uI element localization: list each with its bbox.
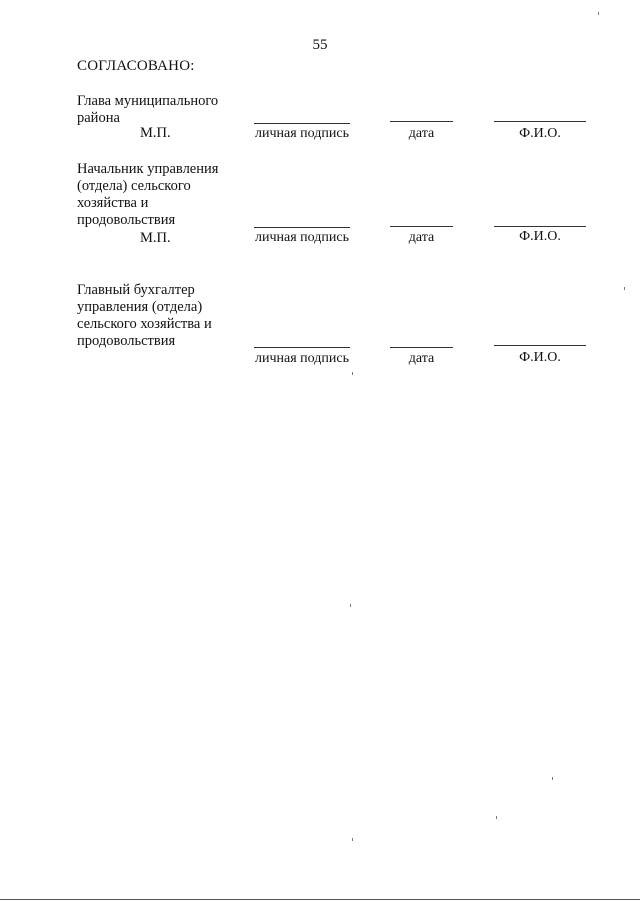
scan-speck	[496, 816, 497, 819]
scan-speck	[350, 604, 351, 607]
scan-speck	[552, 777, 553, 780]
signatory-position: Главный бухгалтер управления (отдела) сельского хозяйства и продовольствия	[77, 282, 212, 349]
fio-line	[494, 345, 586, 346]
fio-line	[494, 121, 586, 122]
signature-line	[254, 227, 350, 228]
signatory-position: Глава муниципального района	[77, 93, 219, 126]
date-line	[390, 347, 453, 348]
page-number: 55	[312, 37, 328, 53]
fio-line	[494, 226, 586, 227]
signature-caption: личная подпись	[255, 230, 349, 245]
date-caption: дата	[408, 126, 435, 141]
bottom-edge-rule	[0, 899, 640, 900]
fio-caption: Ф.И.О.	[519, 126, 561, 141]
date-line	[390, 226, 453, 227]
signature-caption: личная подпись	[255, 126, 349, 141]
signatory-position: Начальник управления (отдела) сельского хозяйства и продовольствия	[77, 161, 219, 228]
signature-caption: личная подпись	[255, 351, 349, 366]
signature-line	[254, 347, 350, 348]
signature-line	[254, 123, 350, 124]
date-caption: дата	[408, 230, 435, 245]
scan-speck	[352, 372, 353, 375]
scan-speck	[624, 287, 625, 290]
stamp-label: М.П.	[140, 125, 171, 141]
fio-caption: Ф.И.О.	[519, 350, 561, 365]
date-line	[390, 121, 453, 122]
stamp-label: М.П.	[140, 230, 171, 246]
scan-speck	[598, 12, 599, 15]
scan-speck	[352, 838, 353, 841]
date-caption: дата	[408, 351, 435, 366]
fio-caption: Ф.И.О.	[519, 229, 561, 244]
approval-heading: СОГЛАСОВАНО:	[77, 58, 195, 74]
